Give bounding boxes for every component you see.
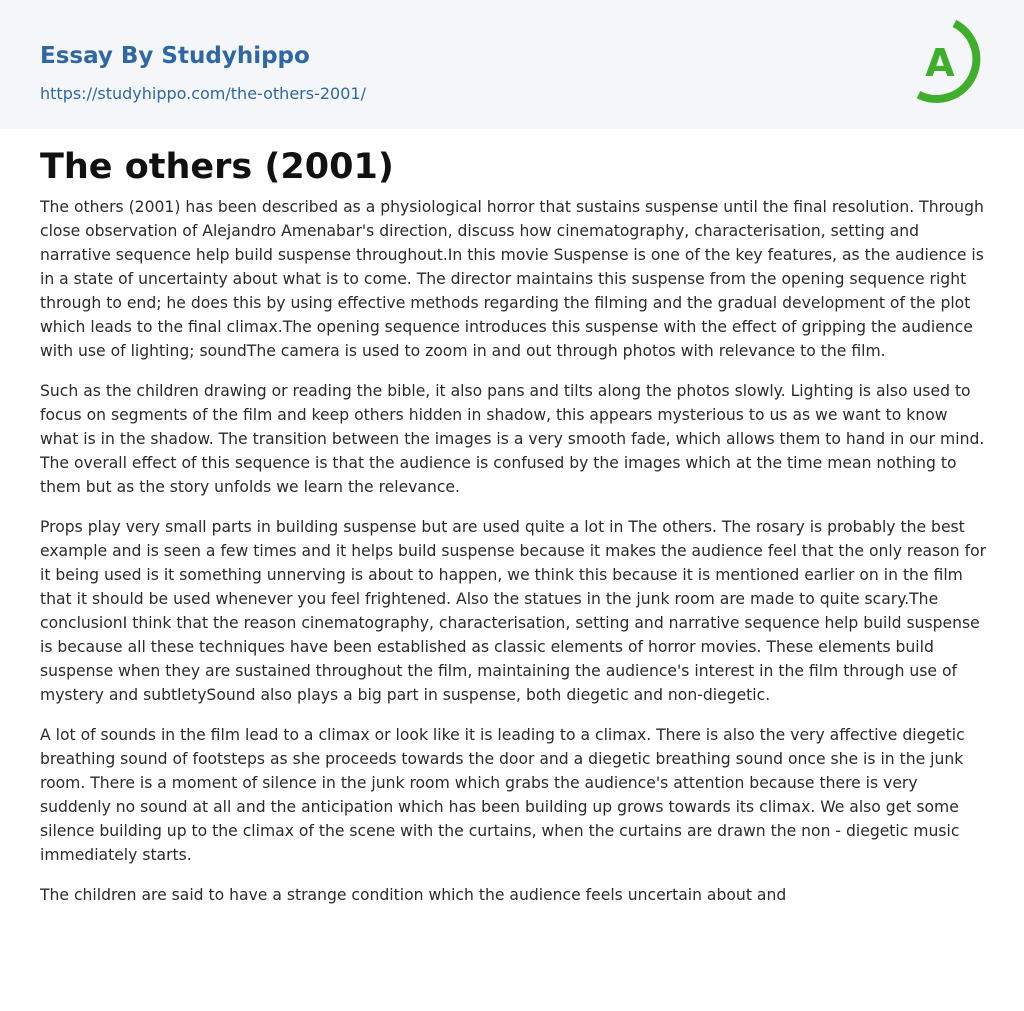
essay-paragraph: Props play very small parts in building suspense but are used quite a lot in The others. The rosary is probably the best example and is seen a few times and it helps build suspense because it makes the audience feel that the only reason for it being used is it something unnerving is about to happen, we think this because it is mentioned earlier on in the film that it should be used whenever you feel frightened. Also the statues in the junk room are made to quite scary.The conclusionI think that the reason cinematography, characterisation, setting and narrative sequence help build suspense is because all these techniques have been established as classic elements of horror movies. These elements build suspense when they are sustained throughout the film, maintaining the audience's interest in the film through use of mystery and subtletySound also plays a big part in suspense, both diegetic and non-diegetic. <box>40 518 987 704</box>
essay-paragraph: Such as the children drawing or reading the bible, it also pans and tilts along the photos slowly. Lighting is also used to focus on segments of the film and keep others hidden in shadow, this appears mysterious to us as we want to know what is in the shadow. The transition between the images is a very smooth fade, which allows them to hand in our mind. The overall effect of this sequence is that the audience is confused by the images which at the time mean nothing to them but as the story unfolds we learn the relevance. <box>40 382 985 496</box>
site-brand[interactable]: Essay By Studyhippo <box>40 43 310 69</box>
essay-url-link[interactable]: https://studyhippo.com/the-others-2001/ <box>40 84 366 103</box>
essay-paragraph: The children are said to have a strange condition which the audience feels uncertain about and <box>40 886 787 904</box>
essay-paragraph: A lot of sounds in the film lead to a climax or look like it is leading to a climax. There is also the very affective diegetic breathing sound of footsteps as she proceeds towards the door and a diegetic breathing sound once she is in the junk room. There is a moment of silence in the junk room which grabs the audience's attention because there is very suddenly no sound at all and the anticipation which has been building up grows towards its climax. We also get some silence building up to the climax of the scene with the curtains, when the curtains are drawn the non - diegetic music immediately starts. <box>40 726 965 864</box>
essay-title: The others (2001) <box>40 147 394 187</box>
site-header <box>0 0 1024 129</box>
essay-content <box>40 143 988 923</box>
studyhippo-logo-icon[interactable] <box>910 17 990 107</box>
logo-letter: A <box>925 41 955 85</box>
essay-paragraph: The others (2001) has been described as a physiological horror that sustains suspense until the final resolution. Through close observation of Alejandro Amenabar's direction, discuss how cinematography, characterisation, setting and narrative sequence help build suspense throughout.In this movie Suspense is one of the key features, as the audience is in a state of uncertainty about what is to come. The director maintains this suspense from the opening sequence right through to end; he does this by using effective methods regarding the filming and the gradual development of the plot which leads to the final climax.The opening sequence introduces this suspense with the effect of gripping the audience with use of lighting; soundThe camera is used to zoom in and out through photos with relevance to the film. <box>40 198 984 360</box>
